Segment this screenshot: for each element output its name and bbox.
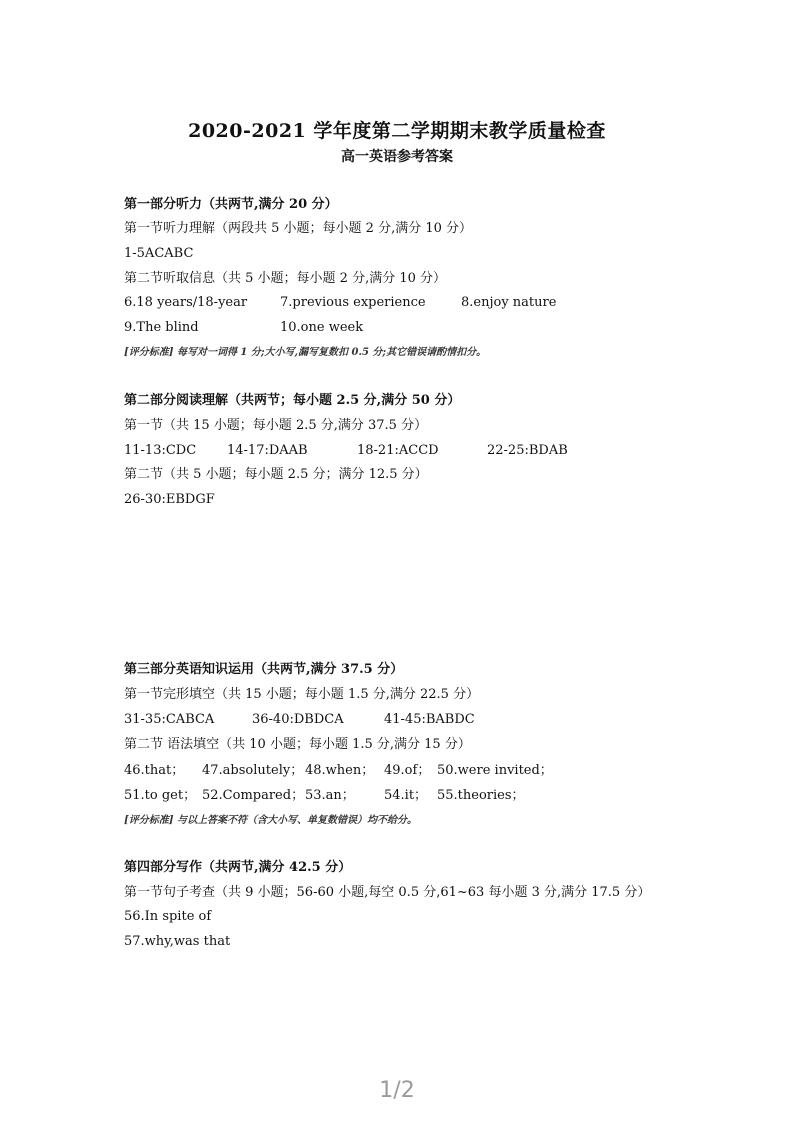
answer-item: 52.Compared； — [202, 788, 305, 803]
part1-scoring-note: [评分标准] 每写对一词得 1 分;大小写,漏写复数扣 0.5 分;其它错误请酌情扣分。 — [124, 347, 487, 358]
answer-item: 14-17:DAAB — [227, 443, 308, 458]
answer-item: 18-21:ACCD — [357, 443, 439, 458]
part1-heading: 第一部分听力（共两节,满分 20 分） — [124, 197, 338, 212]
answer-item: 55.theories； — [437, 788, 525, 803]
answer-item: 46.that； — [124, 763, 185, 778]
page-indicator: 1/2 — [379, 1078, 415, 1103]
answer-item: 10.one week — [280, 320, 364, 335]
part2-section2-answers: 26-30:EBDGF — [124, 492, 215, 507]
answer-item: 51.to get； — [124, 788, 197, 803]
answer-item: 48.when； — [305, 763, 375, 778]
part3-scoring-note: [评分标准] 与以上答案不符（含大小写、单复数错误）均不给分。 — [124, 815, 417, 826]
part1-section1-answers: 1-5ACABC — [124, 246, 194, 261]
answer-item: 56.In spite of — [124, 909, 212, 924]
part2-heading: 第二部分阅读理解（共两节；每小题 2.5 分,满分 50 分） — [124, 393, 461, 408]
answer-item: 49.of； — [384, 763, 431, 778]
answer-item: 7.previous experience — [280, 295, 426, 310]
part4-section1-heading: 第一节句子考查（共 9 小题；56-60 小题,每空 0.5 分,61~63 每小题 3 分,满分 17.5 分） — [124, 885, 651, 900]
answer-item: 11-13:CDC — [124, 443, 197, 458]
part1-section1-heading: 第一节听力理解（两段共 5 小题；每小题 2 分,满分 10 分） — [124, 221, 473, 236]
document-subtitle: 高一英语参考答案 — [341, 149, 453, 165]
document-title: 2020-2021 学年度第二学期期末教学质量检查 — [188, 120, 606, 142]
part1-section2-heading: 第二节听取信息（共 5 小题；每小题 2 分,满分 10 分） — [124, 271, 447, 286]
part3-section1-heading: 第一节完形填空（共 15 小题；每小题 1.5 分,满分 22.5 分） — [124, 687, 480, 702]
part3-heading: 第三部分英语知识运用（共两节,满分 37.5 分） — [124, 662, 404, 677]
answer-item: 54.it； — [384, 788, 428, 803]
answer-item: 47.absolutely； — [202, 763, 304, 778]
answer-item: 36-40:DBDCA — [252, 712, 344, 727]
answer-item: 57.why,was that — [124, 934, 231, 949]
answer-item: 31-35:CABCA — [124, 712, 215, 727]
answer-item: 41-45:BABDC — [384, 712, 475, 727]
answer-item: 8.enjoy nature — [461, 295, 557, 310]
part3-section2-heading: 第二节 语法填空（共 10 小题；每小题 1.5 分,满分 15 分） — [124, 737, 471, 752]
part2-section2-heading: 第二节（共 5 小题；每小题 2.5 分；满分 12.5 分） — [124, 467, 428, 482]
part4-heading: 第四部分写作（共两节,满分 42.5 分） — [124, 860, 352, 875]
part2-section1-heading: 第一节（共 15 小题；每小题 2.5 分,满分 37.5 分） — [124, 418, 428, 433]
answer-item: 22-25:BDAB — [487, 443, 568, 458]
answer-item: 53.an； — [305, 788, 355, 803]
answer-item: 9.The blind — [124, 320, 199, 335]
answer-item: 6.18 years/18-year — [124, 295, 248, 310]
answer-item: 50.were invited； — [437, 763, 553, 778]
